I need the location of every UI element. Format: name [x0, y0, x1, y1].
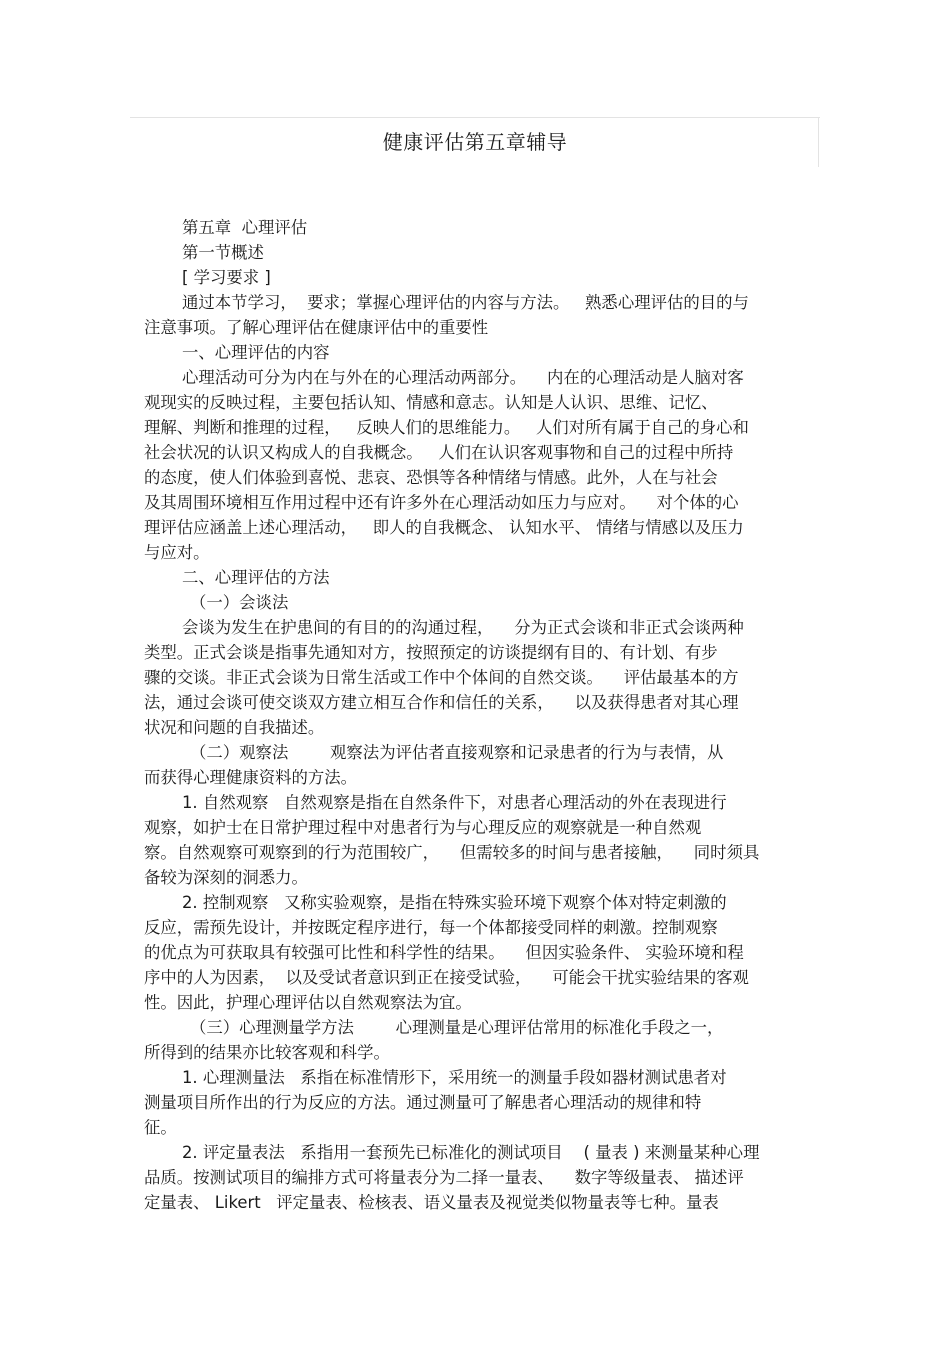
paragraph-line: 品质。按测试项目的编排方式可将量表分为二择一量表、 数字等级量表、 描述评	[144, 1168, 744, 1187]
paragraph-line: 反应，需预先设计，并按既定程序进行，每一个体都接受同样的刺激。控制观察	[144, 918, 718, 937]
paragraph-line: 备较为深刻的洞悉力。	[144, 868, 308, 887]
subsection-heading: 二、心理评估的方法	[182, 568, 330, 587]
document-body	[144, 215, 806, 1215]
paragraph-line: 的优点为可获取具有较强可比性和科学性的结果。 但因实验条件、 实验环境和程	[144, 943, 744, 962]
paragraph-line: 1. 自然观察 自然观察是指在自然条件下，对患者心理活动的外在表现进行	[182, 793, 727, 812]
method-heading: （二）观察法 观察法为评估者直接观察和记录患者的行为与表情，从	[190, 743, 724, 762]
paragraph-line: 性。因此，护理心理评估以自然观察法为宜。	[144, 993, 472, 1012]
paragraph-line: 通过本节学习， 要求；掌握心理评估的内容与方法。 熟悉心理评估的目的与	[182, 293, 749, 312]
paragraph-line: 1. 心理测量法 系指在标准情形下，采用统一的测量手段如器材测试患者对	[182, 1068, 727, 1087]
study-requirements-label: [ 学习要求 ]	[182, 268, 271, 287]
paragraph-line: 理评估应涵盖上述心理活动， 即人的自我概念、 认知水平、 情绪与情感以及压力	[144, 518, 744, 537]
header-rule	[130, 117, 820, 118]
paragraph-line: 状况和问题的自我描述。	[144, 718, 325, 737]
paragraph-line: 而获得心理健康资料的方法。	[144, 768, 358, 787]
subsection-heading: 一、心理评估的内容	[182, 343, 330, 362]
paragraph-line: 法，通过会谈可使交谈双方建立相互合作和信任的关系， 以及获得患者对其心理	[144, 693, 739, 712]
document-title: 健康评估第五章辅导	[382, 130, 568, 154]
paragraph-line: 社会状况的认识又构成人的自我概念。 人们在认识客观事物和自己的过程中所持	[144, 443, 734, 462]
paragraph-line: 征。	[144, 1118, 177, 1137]
paragraph-line: 观察，如护士在日常护理过程中对患者行为与心理反应的观察就是一种自然观	[144, 818, 702, 837]
paragraph-line: 与应对。	[144, 543, 210, 562]
chapter-heading: 第五章 心理评估	[182, 218, 308, 237]
paragraph-line: 序中的人为因素， 以及受试者意识到正在接受试验， 可能会干扰实验结果的客观	[144, 968, 749, 987]
paragraph-line: 骤的交谈。非正式会谈为日常生活或工作中个体间的自然交谈。 评估最基本的方	[144, 668, 739, 687]
paragraph-line: 的态度，使人们体验到喜悦、悲哀、恐惧等各种情绪与情感。此外，人在与社会	[144, 468, 718, 487]
section-heading: 第一节概述	[182, 243, 264, 262]
paragraph-line: 定量表、 Likert 评定量表、检核表、语义量表及视觉类似物量表等七种。量表	[144, 1193, 719, 1212]
method-heading: （三）心理测量学方法 心理测量是心理评估常用的标准化手段之一，	[190, 1018, 724, 1037]
paragraph-line: 类型。正式会谈是指事先通知对方，按照预定的访谈提纲有目的、有计划、有步	[144, 643, 718, 662]
paragraph-line: 注意事项。了解心理评估在健康评估中的重要性	[144, 318, 489, 337]
paragraph-line: 察。自然观察可观察到的行为范围较广， 但需较多的时间与患者接触， 同时须具	[144, 843, 760, 862]
paragraph-line: 心理活动可分为内在与外在的心理活动两部分。 内在的心理活动是人脑对客	[182, 368, 744, 387]
paragraph-line: 2. 评定量表法 系指用一套预先已标准化的测试项目 ( 量表 ) 来测量某种心理	[182, 1143, 760, 1162]
method-heading: （一）会谈法	[190, 593, 289, 612]
paragraph-line: 会谈为发生在护患间的有目的的沟通过程， 分为正式会谈和非正式会谈两种	[182, 618, 744, 637]
paragraph-line: 理解、判断和推理的过程， 反映人们的思维能力。 人们对所有属于自己的身心和	[144, 418, 749, 437]
paragraph-line: 所得到的结果亦比较客观和科学。	[144, 1043, 390, 1062]
paragraph-line: 2. 控制观察 又称实验观察，是指在特殊实验环境下观察个体对特定刺激的	[182, 893, 727, 912]
paragraph-line: 观现实的反映过程，主要包括认知、情感和意志。认知是人认识、思维、记忆、	[144, 393, 718, 412]
paragraph-line: 测量项目所作出的行为反应的方法。通过测量可了解患者心理活动的规律和特	[144, 1093, 702, 1112]
paragraph-line: 及其周围环境相互作用过程中还有许多外在心理活动如压力与应对。 对个体的心	[144, 493, 739, 512]
